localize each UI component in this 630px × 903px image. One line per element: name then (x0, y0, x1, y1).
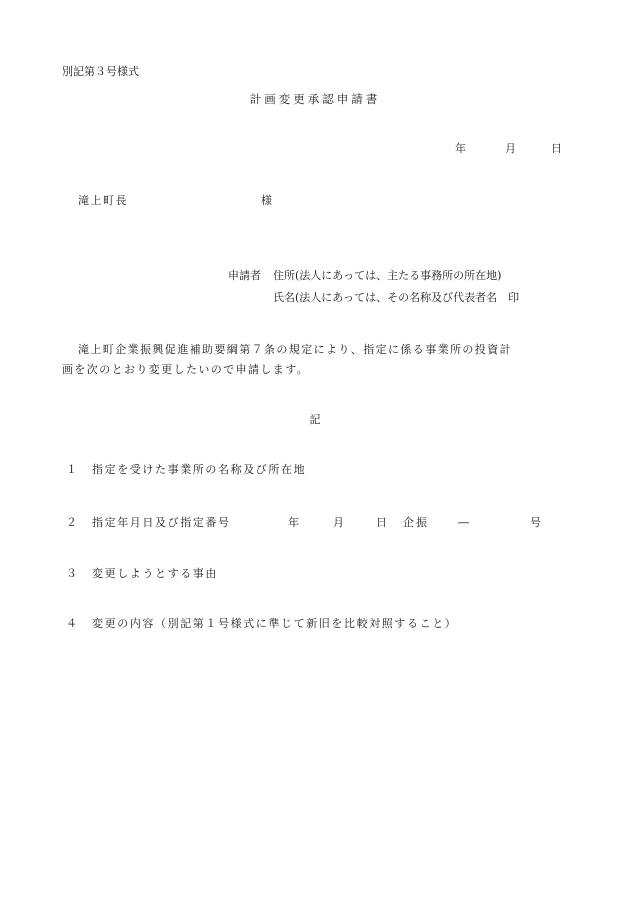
item-2-kikaku-label: 企振 (403, 516, 429, 529)
addressee-name: 滝上町長 (78, 194, 128, 207)
item-3-label: 変更しようとする事由 (92, 567, 218, 580)
ki-heading: 記 (309, 413, 321, 426)
body-text-line-2: 画を次のとおり変更したいので申請します。 (62, 363, 310, 376)
applicant-address: 住所(法人にあっては、主たる事務所の所在地) (273, 269, 502, 282)
item-1-label: 指定を受けた事業所の名称及び所在地 (92, 463, 307, 476)
item-4-number: ４ (66, 617, 77, 630)
item-2-dash: ― (458, 516, 469, 529)
date-day-label: 日 (551, 142, 562, 155)
form-number: 別記第３号様式 (62, 65, 139, 78)
item-1-number: １ (66, 463, 77, 476)
item-2-go-label: 号 (530, 516, 541, 529)
addressee-honorific: 様 (261, 194, 272, 207)
applicant-name: 氏名(法人にあっては、その名称及び代表者名 印 (273, 291, 520, 304)
body-text-line-1: 滝上町企業振興促進補助要綱第７条の規定により、指定に係る事業所の投資計 (78, 343, 512, 356)
item-2-month-label: 月 (333, 516, 344, 529)
item-2-year-label: 年 (288, 516, 299, 529)
item-4-label: 変更の内容（別記第１号様式に準じて新旧を比較対照すること） (92, 617, 458, 630)
item-2-day-label: 日 (376, 516, 387, 529)
document-title: 計画変更承認申請書 (249, 92, 381, 106)
item-2-number: ２ (66, 516, 77, 529)
applicant-label: 申請者 (228, 269, 261, 282)
item-3-number: ３ (66, 567, 77, 580)
item-2-label: 指定年月日及び指定番号 (92, 516, 231, 529)
date-month-label: 月 (505, 142, 516, 155)
date-year-label: 年 (455, 142, 466, 155)
